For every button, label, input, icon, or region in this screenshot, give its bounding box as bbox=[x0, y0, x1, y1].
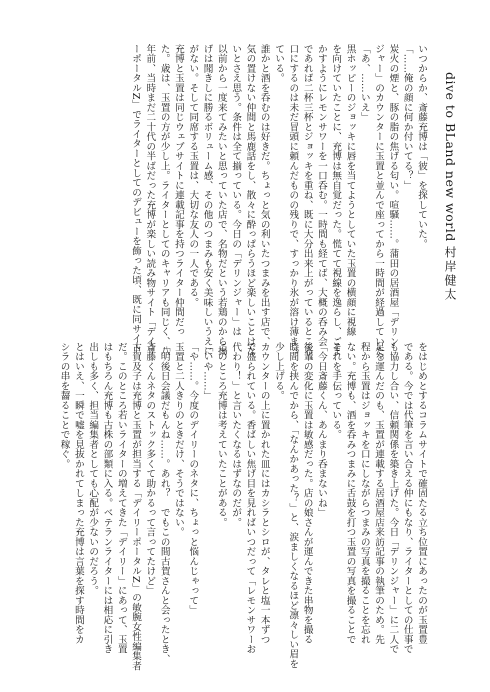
story-title: dive to BLand new world bbox=[443, 72, 458, 242]
text-line: 程から玉置はジョッキを口にしながらつまみの写真を撮ることを忘れ bbox=[358, 342, 370, 645]
body-text-lower bbox=[58, 342, 428, 671]
text-line: 足を運んだのも、玉置が連載する居酒屋店来訪記事の執筆のため。先 bbox=[373, 342, 385, 645]
text-line: 「……俺の顔に何か付いてる？」 bbox=[401, 44, 413, 191]
text-line: 斎藤くんネタのストック多くて助かるって言ってたけど」 bbox=[144, 342, 156, 596]
text-line: このところ充博は考えていたことがある。 bbox=[215, 342, 227, 528]
text-line: 「あ、……いえ」 bbox=[358, 44, 370, 122]
text-line: 気の置けない仲間と馬鹿話をし、散々に酔っぱらうほど楽しいことはな bbox=[244, 44, 256, 356]
text-line: 出しも多く、担当編集者としても心配が少ないのだろう。 bbox=[87, 342, 99, 596]
text-line: をはじめとするコラムサイトで確固たる立ち位置にあったのが玉置豊 bbox=[416, 342, 427, 645]
text-line: である。今では代筆を言い合える仲にもなり、ライターとしての仕事で bbox=[401, 342, 413, 654]
text-line: ジャー」のカウンターに玉置と並んで座ってから一時間が経過していた。 bbox=[373, 44, 385, 366]
text-line: ーポータルZ」でライターとしてのデビューを飾った頃、既に同サイト bbox=[130, 44, 142, 354]
text-line: 口にするのは未だ冒頭に頼んだものの残りで、すっかり氷が溶け薄まっ bbox=[287, 44, 299, 356]
text-line: 代わり！」と言いたくなるはずなのだが。 bbox=[230, 342, 242, 528]
body-text-upper bbox=[68, 44, 428, 366]
text-line: 誰かと酒を呑むのは好きだ。ちょっと気の利いたつまみを出す店で、 bbox=[258, 44, 270, 347]
text-line: 年前、当時まだ二十代の半ばだった充博が楽しい読み物サイト「デイリ bbox=[144, 44, 156, 356]
text-line: がない。そして同席する玉置は、大切な友人の一人である。 bbox=[187, 44, 199, 308]
text-line: 時間を挟んでから、「なんかあった？」と、涙ましくなるほど凛々しい眉を bbox=[287, 342, 299, 669]
text-line: た。歳は、玉置の方が少し上。ライターとしてのキャリアも同じく、八 bbox=[158, 44, 170, 356]
text-line: で盛られている。香ばしい焦げ目を見ればいつだって「レモンサワーお bbox=[244, 342, 256, 654]
text-line: ない。充博も、酒を呑みつまみに舌鼓を打つ玉置の写真を撮ることで bbox=[344, 342, 356, 645]
text-line: 少し上げる。 bbox=[273, 342, 285, 401]
text-line: 以前から一度来てみたいと思っていた店で、名物だという若鶏のから揚 bbox=[215, 44, 227, 356]
text-line: だ。このところ若いライターの増えてきた「デイリー」にあって、玉置 bbox=[115, 342, 127, 654]
author-name: 村岸健太 bbox=[443, 246, 457, 302]
text-line: 古賀及子は充博と玉置が担当する「デイリーポータルZ」の敏腕女性編集者 bbox=[130, 342, 142, 671]
text-line: 黒ホッピーのジョッキに唇を当てようとしていた玉置の横顔に視線 bbox=[344, 44, 356, 337]
text-line: シラの串を齧ることで稼ぐ。 bbox=[58, 342, 70, 469]
text-line: であれば二杯三杯とジョッキを重ね、既に大分出来上がっているところ。 bbox=[301, 44, 313, 366]
text-line: 「明後日会議だもんね……。あれ？ でもこの間古賀さんと会ったとき、 bbox=[158, 342, 170, 664]
text-line: とはいえ、一瞬で嘘を見抜かれてしまった充博は言葉を探す時間をカ bbox=[72, 342, 84, 645]
text-line: を向けていたことに、充博は無自覚だった。慌てて視線を逸らし、ごま bbox=[330, 44, 342, 356]
text-line: 炭火の煙と、豚の脂の焦げる匂い。喧騒……。蒲田の居酒屋「デリン bbox=[387, 44, 399, 347]
text-line: 「や……。今度のデイリーのネタに、ちょっと悩んじゃって」 bbox=[187, 342, 199, 615]
text-line: はもちろん充博も古株の部類に入る。ベテランライターには相応に引き bbox=[101, 342, 113, 654]
text-line: げは聞きしに勝るボリューム感、その他のつまみも安く美味しいうえに bbox=[201, 44, 213, 356]
text-line: カウンターの上に置かれた皿にはカシラとシロが、タレと塩一本ずつ bbox=[258, 342, 270, 645]
text-line: 玉置と二人きりのときだけ、そうではない。 bbox=[172, 342, 184, 537]
text-line: 「いや……」 bbox=[201, 342, 213, 401]
text-line: いつからか、斎藤充博は「彼」を探していた。 bbox=[416, 44, 427, 249]
text-line: いとさえ思う。条件は全て揃っている。今日の「デリンジャー」は bbox=[230, 44, 242, 337]
text-line: それを手伝っている。 bbox=[330, 342, 342, 440]
text-line: 後輩の変化に玉置は敏感だった。店の娘さんが運んできた串物を撮る bbox=[301, 342, 313, 645]
text-line: かすようにレモンサワーを一口呑む。一時間も経てば、大概の呑み会 bbox=[315, 44, 327, 347]
text-line: も協力し合い、信頼関係を築き上げた。今日「デリンジャー」に二人で bbox=[387, 342, 399, 654]
text-line: 「今日斎藤くん、あんまり呑まないね」 bbox=[315, 342, 327, 518]
text-line: 充博と玉置は同じウェブサイトに連載記事を持つライター仲間だっ bbox=[172, 44, 184, 337]
text-line: ている。 bbox=[273, 44, 285, 83]
